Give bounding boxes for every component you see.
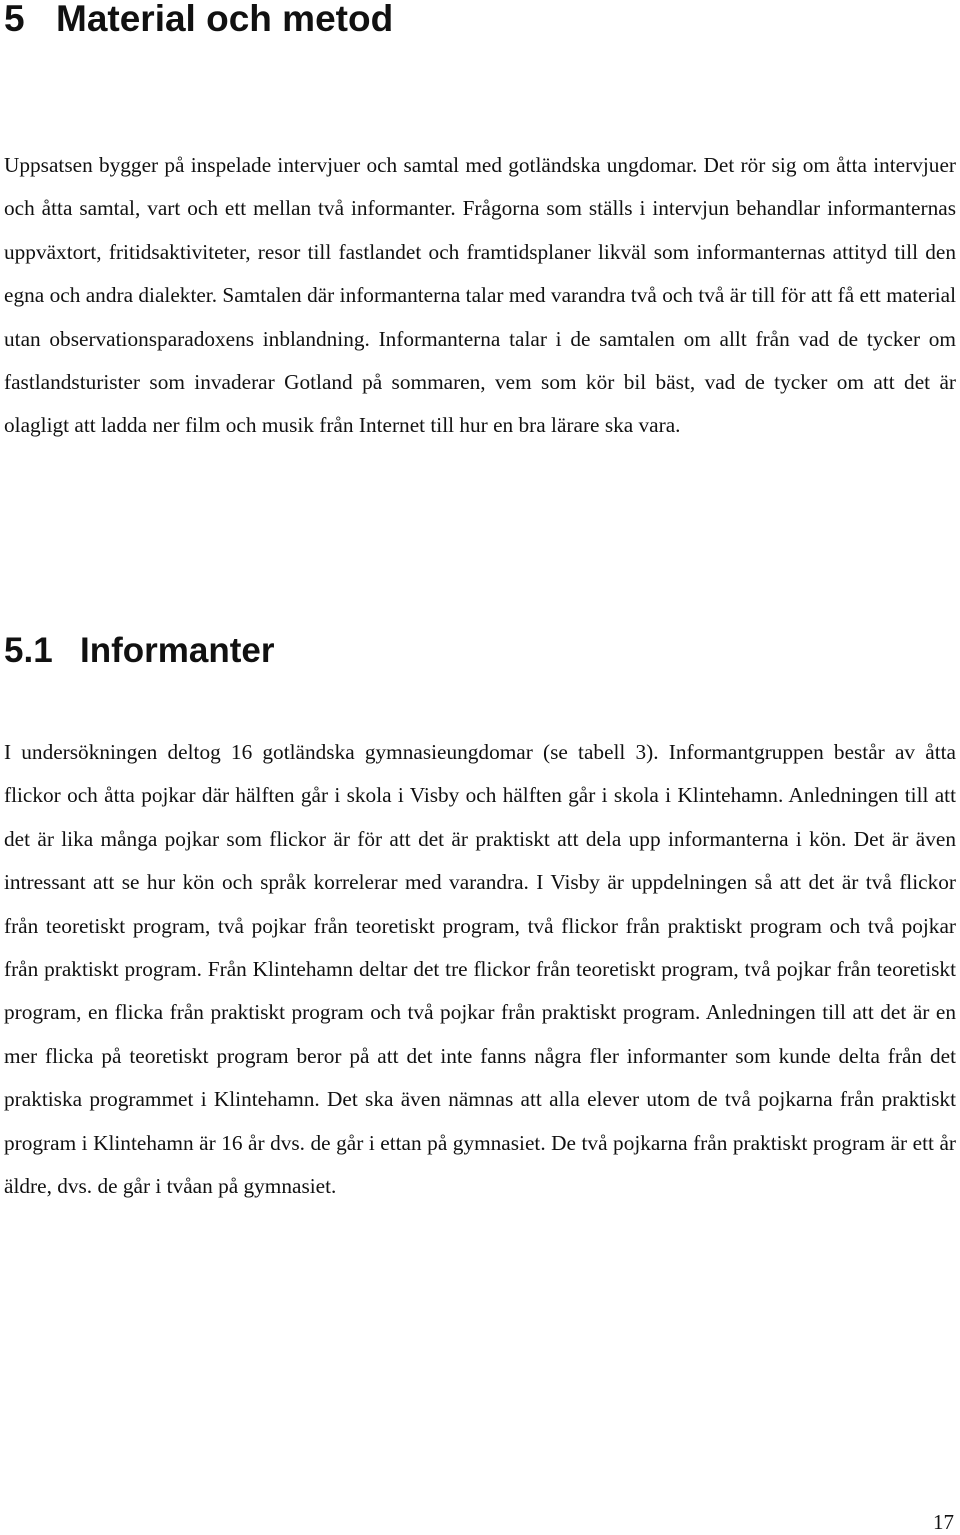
subsection-paragraph: I undersökningen deltog 16 gotländska gymnasieungdomar (se tabell 3). Informantgruppen består av åtta flickor och åtta pojkar där hälften går i skola i Visby och hälften går i skola i Klintehamn. Anledningen till att det är lika många pojkar som flickor är för att det är praktiskt att dela upp informanterna i kön. Det är även intressant att se hur kön och språk korrelerar med varandra. I Visby är uppdelningen så att det är två flickor från teoretiskt program, två pojkar från teoretiskt program, två flickor från praktiskt program och två pojkar från praktiskt program. Från Klintehamn deltar det tre flickor från teoretiskt program, två pojkar från teoretiskt program, en flicka från praktiskt program och två pojkar från praktiskt program. Anledningen till att det är en mer flicka på teoretiskt program beror på att det inte fanns några fler informanter som kunde delta från det praktiska programmet i Klintehamn. Det ska även nämnas att alla elever utom de två pojkarna från praktiskt program i Klintehamn är 16 år dvs. de går i ettan på gymnasiet. De två pojkarna från praktiskt program är ett år äldre, dvs. de går i tvåan på gymnasiet. [4, 740, 956, 1199]
section-number: 5 [4, 0, 25, 39]
section-paragraph: Uppsatsen bygger på inspelade intervjuer och samtal med gotländska ungdomar. Det rör sig om åtta intervjuer och åtta samtal, vart och ett mellan två informanter. Frågorna som ställs i intervjun behandlar informanternas uppväxtort, fritidsaktiviteter, resor till fastlandet och framtidsplaner likväl som informanternas attityd till den egna och andra dialekter. Samtalen där informanterna talar med varandra två och två är till för att få ett material utan observationsparadoxens inblandning. Informanterna talar i de samtalen om allt från vad de tycker om fastlandsturister som invaderar Gotland på sommaren, vem som kör bil bäst, vad de tycker om att det är olagligt att ladda ner film och musik från Internet till hur en bra lärare ska vara. [4, 153, 956, 438]
subsection-number: 5.1 [4, 631, 53, 670]
section-heading [4, 0, 393, 40]
page-number: 17 [933, 1510, 954, 1534]
subsection-heading [4, 630, 274, 672]
subsection-title: Informanter [80, 631, 275, 670]
section-title: Material och metod [56, 0, 394, 39]
